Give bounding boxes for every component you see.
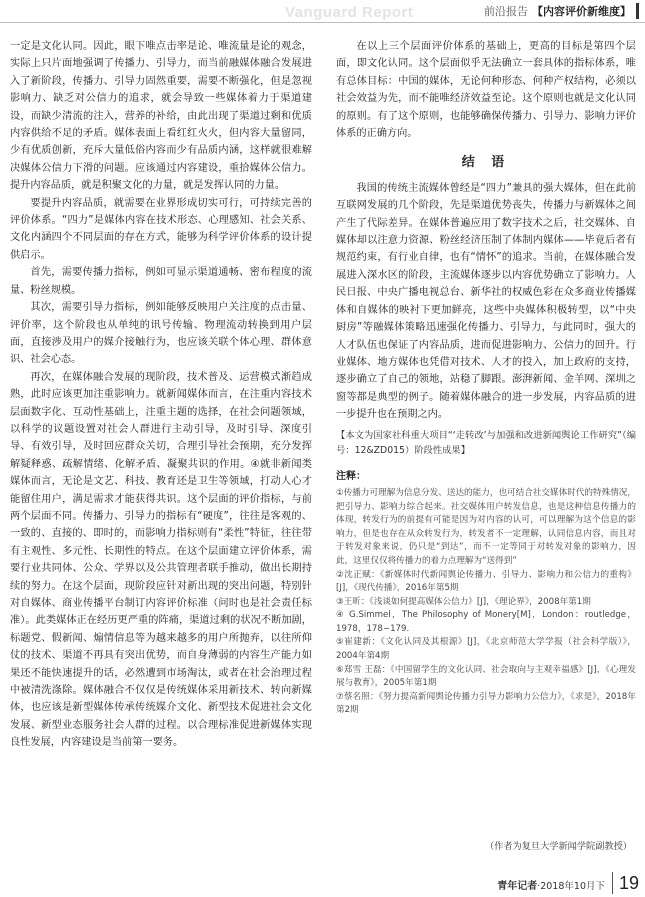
paragraph: 首先，需要传播力指标，例如可显示渠道通畅、密布程度的流量、粉丝规模。 xyxy=(10,267,312,296)
note-item: ⑦蔡名照：《努力提高新闻舆论传播力引导力影响力公信力》，《求是》，2018年第2期 xyxy=(336,691,636,716)
note-item: ④ G.Simmel，The Philosophy of Monery[M]，London：routledge，1978，178−179. xyxy=(336,610,636,634)
header-bar xyxy=(636,3,639,19)
page-number: 19 xyxy=(612,872,639,894)
paragraph: 一定是文化认同。因此，眼下唯点击率是论、唯流量是论的观念，实际上只片面地强调了传播力、引导力，而当前融媒体融合发展进入了新阶段，传播力、引导力固然重要，需要不断强化，但是忽视影响力、缺乏对公信力的追求，就会导致一些媒体着力于渠道建设，而缺少清流的注入，营养的补给，由此出现了渠道过剩和优质内容供给不足的矛盾。媒体表面上看红红火火，但内容大量留同，少有优质创新，充斥大量低俗内容而少有品质内涵，这样就很难解决媒体公信力下滑的问题。应该通过内容建设，重拾媒体公信力。提升内容品质，就是积聚文化的力量，就是发挥认同的力量。 xyxy=(10,41,312,192)
section-label-a: 前沿报告 xyxy=(484,5,528,18)
funding-note: 【本文为国家社科重大项目“‘走转改’与加强和改进新闻舆论工作研究”（编号：12&ZD015）阶段性成果】 xyxy=(336,429,636,456)
note-item: ⑥郑雪 王磊：《中国留学生的文化认同、社会取向与主观幸福感》[J]，《心理发展与教育》，2005年第1期 xyxy=(336,664,636,689)
issue-date: ·2018年10月下 xyxy=(537,881,605,892)
notes-title: 注释： xyxy=(336,470,366,482)
note-item: ⑤崔建新：《文化认同及其根源》[J]，《北京师范大学学报（社会科学版）》，2004年第4期 xyxy=(336,637,636,662)
paragraph: 再次，在媒体融合发展的现阶段，技术普及、运营模式渐趋成熟，此时应该更加注重影响力。就新闻媒体而言，在注重内容技术层面数字化、互动性基础上，注重主题的选择，在社会问题领域，以科学的议题设置对社会人群进行主动引导，及时引导、深度引导、有效引导，及时回应群众关切，合理引导社会预期，充分发挥解疑释惑、疏解情绪、化解矛盾、凝聚共识的作用。④就非新闻类媒体而言，无论是文艺、科技、教育还是卫生等领域，打动人心才能留住用户，满足需求才能获得共识。这个层面的评价指标，与前两个层面不同。传播力、引导力的指标有“硬度”，往往是客观的、一致的、直接的、即时的，而影响力指标则有“柔性”特征，往往带有主观性、多元性、长期性的特点。在这个层面建立评价体系，需要行业共同体、公众、学界以及公共管理者联手推动，做出长期持续的努力。在这个层面，现阶段应针对新出现的突出问题，特别针对自媒体、商业传播平台制订内容评价标准（问时也是社会责任标准）。此类媒体正在经历更严重的阵痛，渠道过剩的状况不断加剧，标题党、假新闻、煽情信息等为越来越多的用户所抛弃，以往所仰仗的技术、渠道不再具有突出优势，而自身薄弱的内容生产能力如果还不能快速提升的话，必然遭到市场淘汰，或者在社会治理过程中被清洗涤除。媒体融合不仅仅是传统媒体采用新技术、转向新媒体，也应该是新型媒体传承传统媒介文化、新型技术促进社会文化发展、新型业态服务社会人群的过程。以合理标准促进新媒体实现良性发展，内容建设是当前第一要务。 xyxy=(10,371,312,749)
paragraph: 其次，需要引导力指标，例如能够反映用户关注度的点击量、评价率，这个阶段也从单纯的讯号传输、物理流动转换到用户层面，直接涉及用户的媒介接触行为，也应该关联个体心理、群体意识、社会心态。 xyxy=(10,302,312,366)
page-footer xyxy=(0,872,645,897)
paragraph: 要提升内容品质，就需要在业界形成切实可行，可持续完善的评价体系。“四力”是媒体内容在技术形态、心理感知、社会关系、文化内涵四个不同层面的存在方式，能够为科学评价体系的设计提供启示。 xyxy=(10,197,312,261)
paragraph: 在以上三个层面评价体系的基础上，更高的目标是第四个层面，即文化认同。这个层面似乎无法确立一套具体的指标体系，唯有总体目标：中国的媒体，无论何种形态、何种产权结构，必须以社会效益为先，而不能唯经济效益至论。这个原则也就是文化认同的原则。有了这个原则，也能够确保传播力、引导力、影响力评价体系的正确方向。 xyxy=(336,41,636,140)
note-item: ③王昕：《浅谈如何提高媒体公信力》[J]，《理论界》，2008年第1期 xyxy=(336,596,591,607)
magazine-name: 青年记者 xyxy=(497,881,538,892)
note-item: ①传播力可理解为信息分发、送达的能力，也可结合社交媒体时代的特殊情况，把引导力、影响力综合起来。社交媒体用户转发信息，也是这种信息传播力的体现，转发行为的前提有可能是因为对内容的认可，可以理解为这个信息的影响力，但是也存在从众转发行为，转发者不一定理解，认同信息内容，而且对于转发对象来说，仍只是“到达”，而不一定等同于对转发对象的影响力，因此，这里仅仅将传播力的着力点理解为“送得到” xyxy=(336,487,636,566)
note-item: ②沈正赋：《新媒体时代新闻舆论传播力、引导力、影响力和公信力的重构》[J]，《现代传播》，2016年第5期 xyxy=(336,569,636,594)
section-label xyxy=(484,3,631,19)
left-column xyxy=(10,38,312,752)
header-watermark: Vanguard Report xyxy=(285,4,414,21)
page-header xyxy=(0,0,645,28)
header-rule xyxy=(0,22,645,23)
right-column xyxy=(336,38,636,718)
notes-list xyxy=(336,487,636,718)
conclusion-paragraph: 我国的传统主流媒体曾经是“四力”兼具的强大媒体，但在此前互联网发展的几个阶段，先是渠道优势丧失，传播力与新媒体之间产生了代际差异。在媒体普遍应用了数字技术之后，社交媒体、自媒体却以注意力资源、粉丝经济压制了体制内媒体——毕竟后者有规范约束，有行业自律，也有“情怀”的追求。当前，在媒体融合发展进入深水区的阶段，主流媒体逐步以内容优势确立了影响力。人民日报、中央广播电视总台、新华社的权威色彩在众多商业传播媒体和自媒体的映衬下更加鲜亮，这些中央媒体积极转型，以“中央厨房”等融媒体策略迅速强化传播力、引导力，与此同时，强大的人才队伍也保证了内容品质，进而促进影响力、公信力的回升。行业媒体、地方媒体也凭借对技术、人才的投入，加上政府的支持，逐步确立了自己的领地，站稳了脚跟。澎湃新闻、金羊网、深圳之窗等都是典型的例子。随着媒体融合的进一步发展，内容品质的进一步提升也在预期之内。 xyxy=(336,182,636,421)
author-note: （作者为复旦大学新闻学院副教授） xyxy=(485,841,632,852)
conclusion-title: 结 语 xyxy=(461,155,511,171)
section-label-b: 【内容评价新维度】 xyxy=(532,5,631,18)
footer-magazine xyxy=(497,877,605,892)
